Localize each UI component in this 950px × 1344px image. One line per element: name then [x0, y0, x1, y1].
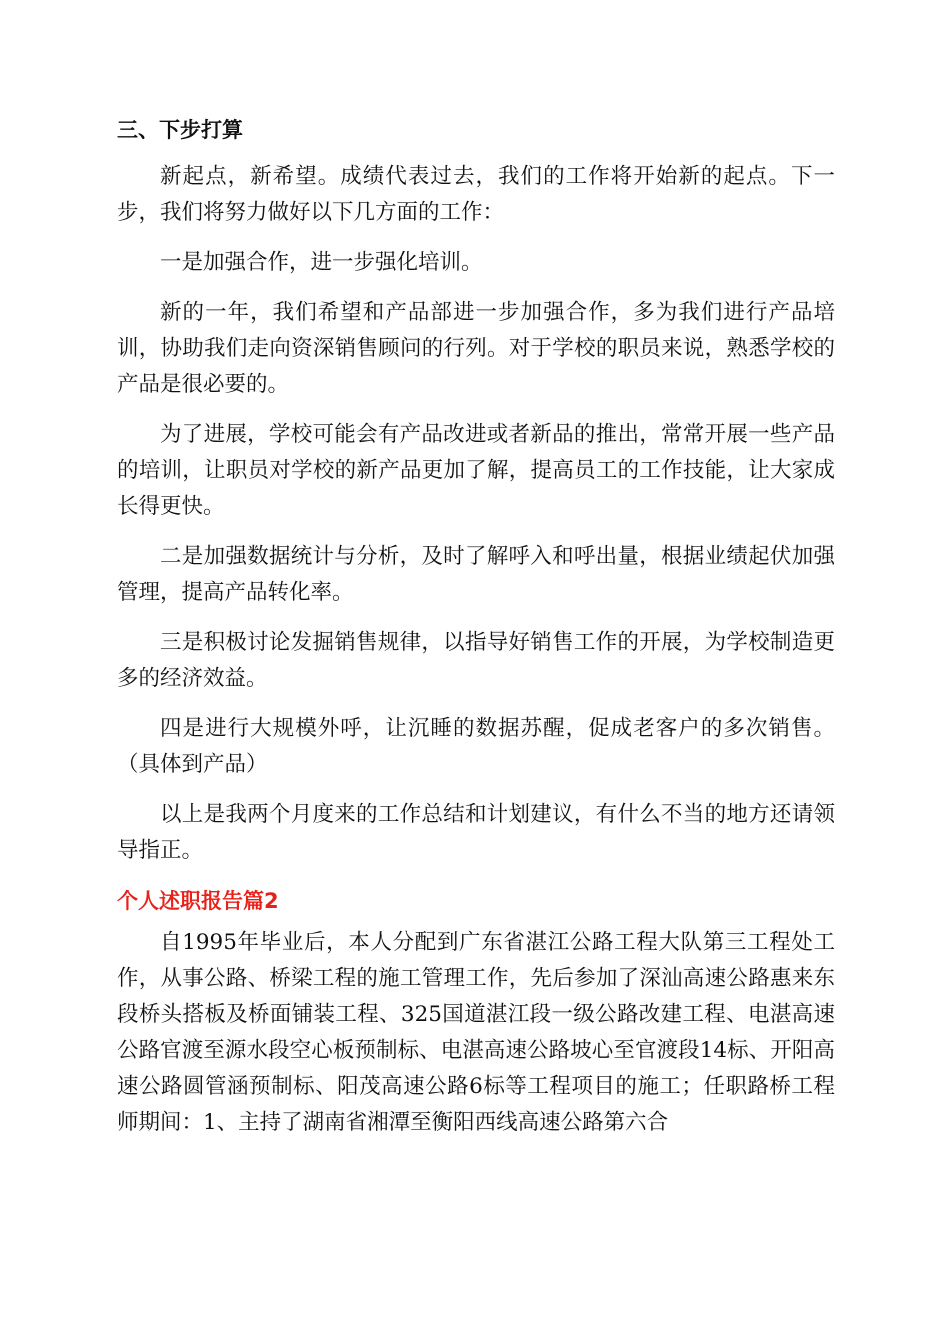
paragraph-point-four: 四是进行大规模外呼，让沉睡的数据苏醒，促成老客户的多次销售。（具体到产品）: [117, 716, 835, 777]
document-body: [117, 112, 835, 1155]
section-heading: 三、下步打算: [117, 118, 243, 142]
paragraph-career: 自1995年毕业后，本人分配到广东省湛江公路工程大队第三工程处工作，从事公路、桥梁工程的施工管理工作，先后参加了深汕高速公路惠来东段桥头搭板及桥面铺装工程、325国道湛江段一级公路改建工程、电湛高速公路官渡至源水段空心板预制标、电湛高速公路坡心至官渡段14标、开阳高速公路圆管涵预制标、阳茂高速公路6标等工程项目的施工；任职路桥工程师期间：1、主持了湖南省湘潭至衡阳西线高速公路第六合: [117, 930, 835, 1135]
paragraph-point-three: 三是积极讨论发掘销售规律，以指导好销售工作的开展，为学校制造更多的经济效益。: [117, 630, 835, 691]
paragraph-cooperation: 新的一年，我们希望和产品部进一步加强合作，多为我们进行产品培训，协助我们走向资深销售顾问的行列。对于学校的职员来说，熟悉学校的产品是很必要的。: [117, 300, 835, 397]
paragraph-closing: 以上是我两个月度来的工作总结和计划建议，有什么不当的地方还请领导指正。: [117, 802, 835, 863]
paragraph-new-start: 新起点，新希望。成绩代表过去，我们的工作将开始新的起点。下一步，我们将努力做好以下几方面的工作：: [117, 164, 835, 225]
paragraph-point-one: 一是加强合作，进一步强化培训。: [160, 250, 483, 275]
report-heading: 个人述职报告篇2: [117, 889, 279, 913]
paragraph-point-two: 二是加强数据统计与分析，及时了解呼入和呼出量，根据业绩起伏加强管理，提高产品转化率。: [117, 544, 835, 605]
paragraph-training: 为了进展，学校可能会有产品改进或者新品的推出，常常开展一些产品的培训，让职员对学校的新产品更加了解，提高员工的工作技能，让大家成长得更快。: [117, 422, 835, 519]
